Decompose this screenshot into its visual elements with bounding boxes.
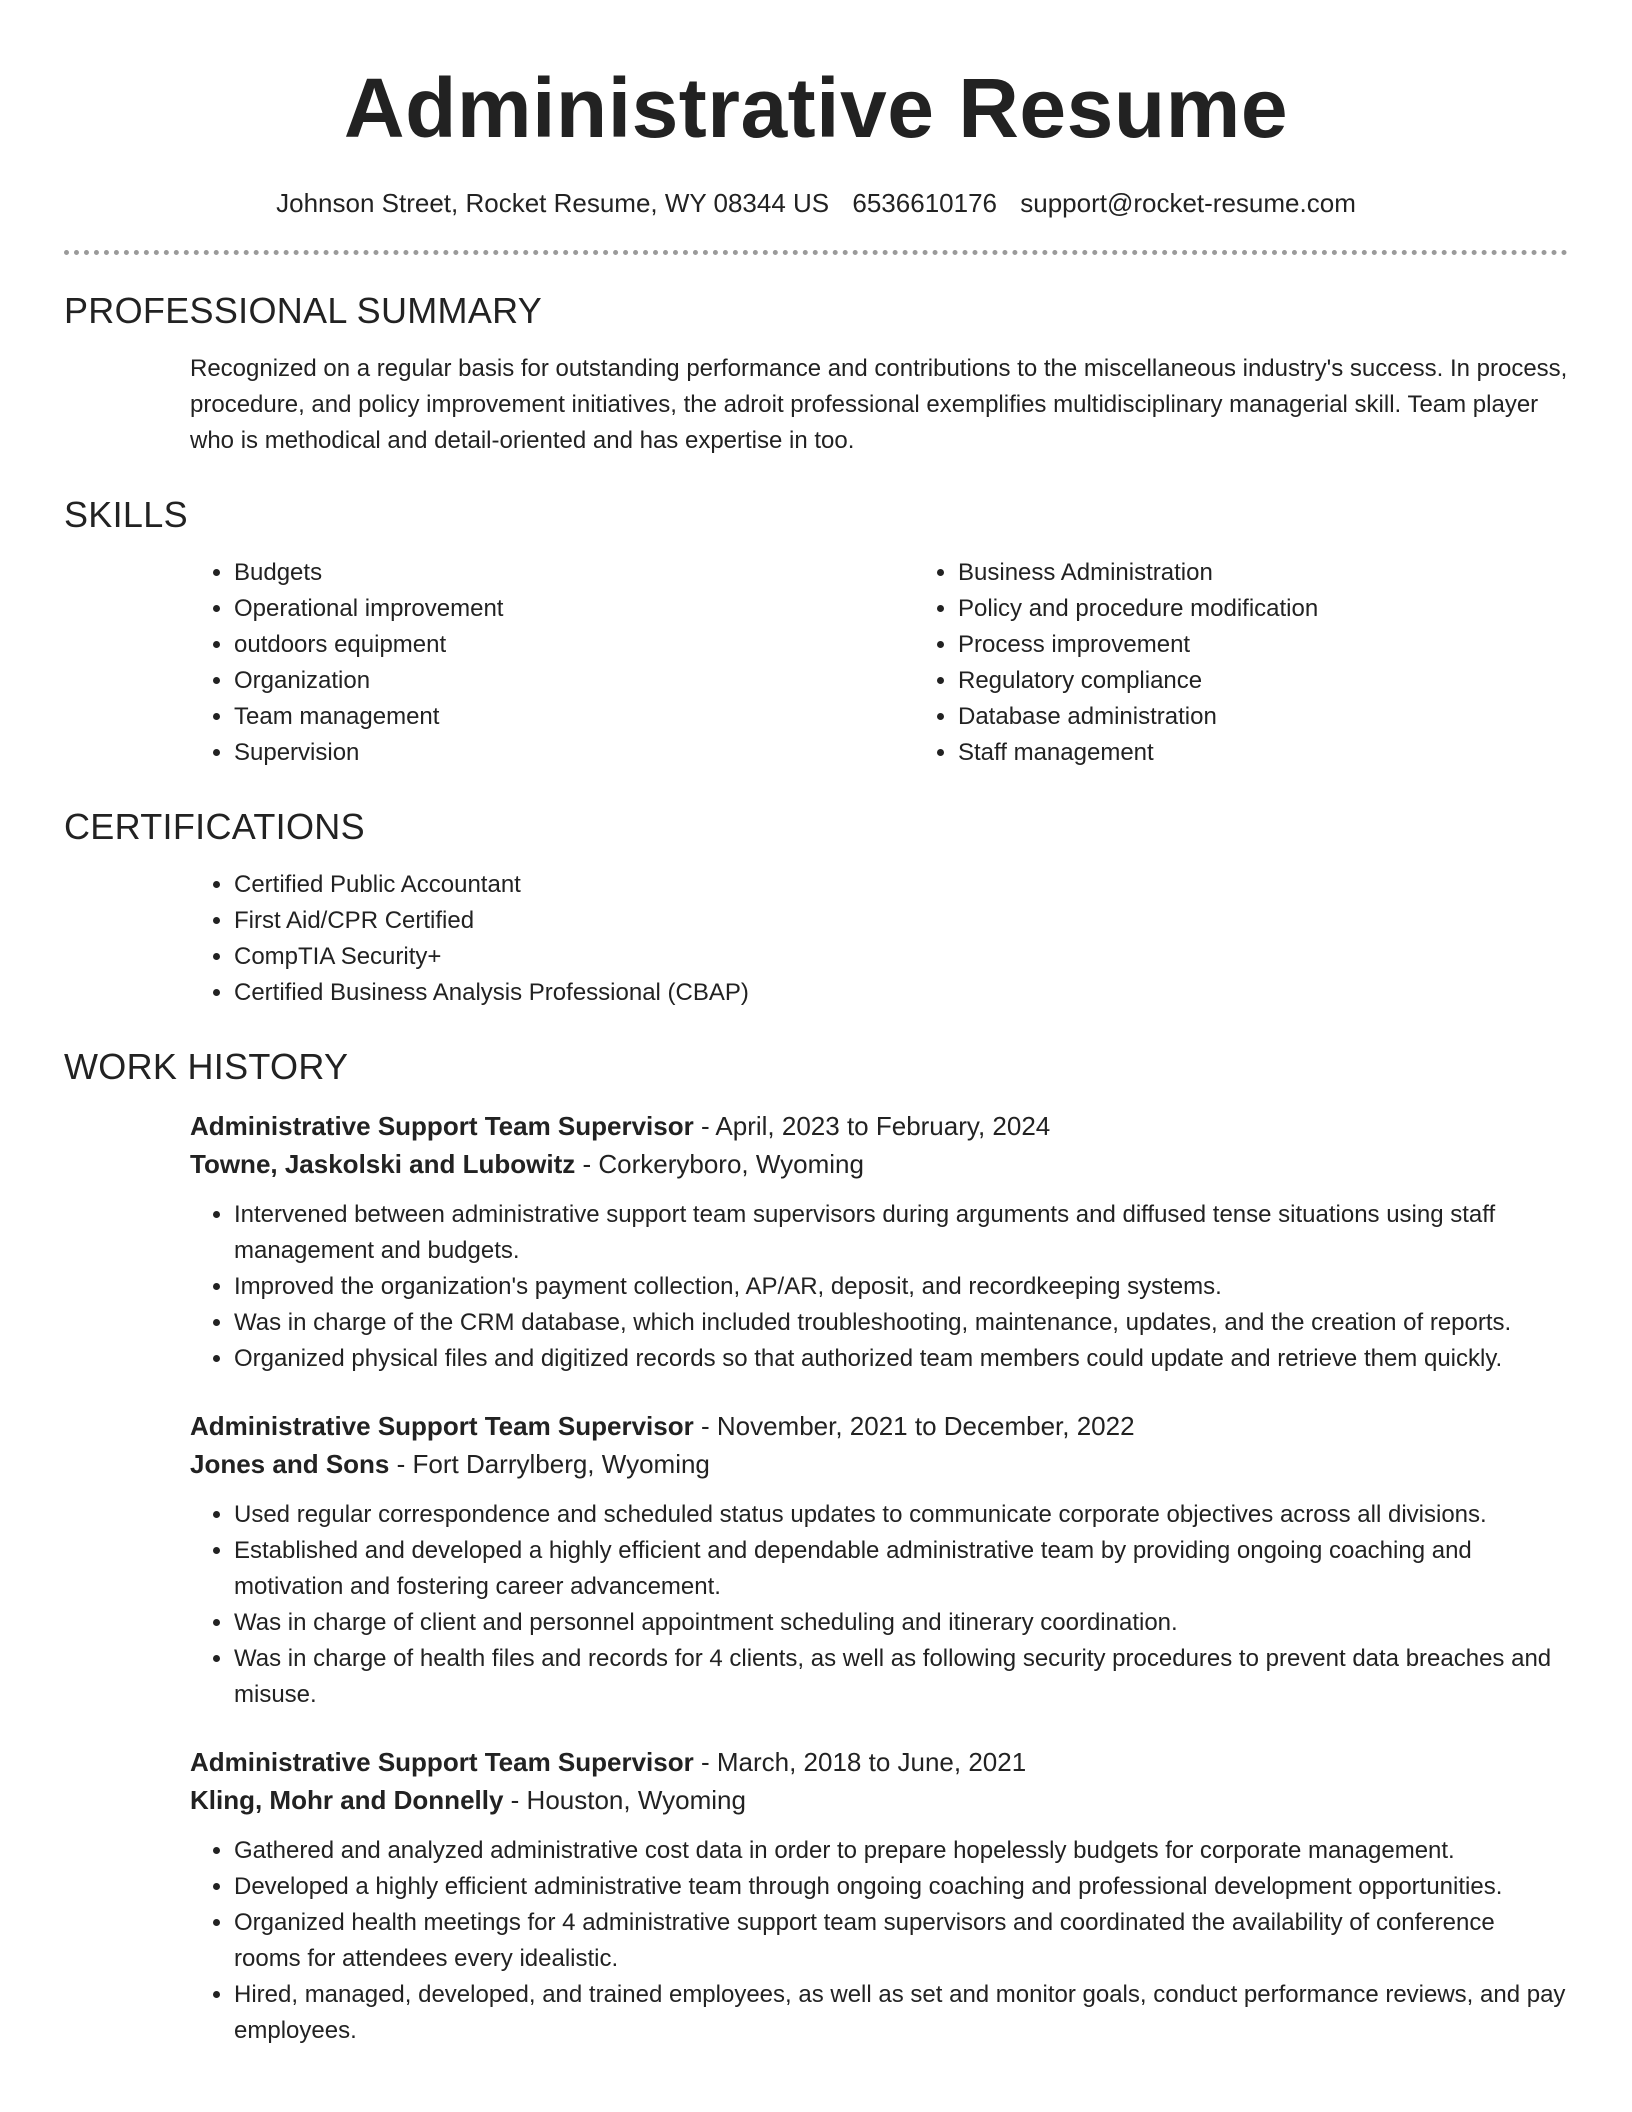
skill-item: • Business Administration [958, 555, 1632, 591]
job-bullets [190, 1197, 1568, 1377]
skills-list-right [914, 555, 1632, 771]
skill-item: • Policy and procedure modification [958, 591, 1632, 627]
job-entry [190, 1743, 1568, 2049]
job-title-line [190, 1107, 1568, 1145]
certification-item: • First Aid/CPR Certified [234, 903, 1568, 939]
skill-item: • Regulatory compliance [958, 663, 1632, 699]
contact-address: Johnson Street, Rocket Resume, WY 08344 US [276, 188, 830, 218]
job-title: Administrative Support Team Supervisor [190, 1747, 694, 1777]
job-location: - Corkeryboro, Wyoming [575, 1149, 864, 1179]
header-divider [64, 250, 1568, 255]
work-history-heading: WORK HISTORY [64, 1046, 349, 1087]
job-entry [190, 1407, 1568, 1713]
job-bullet: • Intervened between administrative support team supervisors during arguments and diffused tense situations using staff management and budgets. [234, 1197, 1568, 1269]
work-history-section [64, 1045, 1568, 2049]
job-company: Kling, Mohr and Donnelly [190, 1785, 504, 1815]
skill-item: • Supervision [234, 735, 914, 771]
certifications-section [64, 805, 1568, 1011]
job-title-line [190, 1407, 1568, 1445]
skill-item: • Database administration [958, 699, 1632, 735]
skill-item: • Staff management [958, 735, 1632, 771]
summary-text: Recognized on a regular basis for outstanding performance and contributions to the miscellaneous industry's success. In process, procedure, and policy improvement initiatives, the adroit professional exemplifies multidisciplinary managerial skill. Team player who is methodical and detail-oriented and has expertise in too. [190, 355, 1568, 454]
job-location: - Fort Darrylberg, Wyoming [389, 1449, 710, 1479]
contact-email: support@rocket-resume.com [1020, 188, 1356, 218]
skill-item: • Operational improvement [234, 591, 914, 627]
job-dates: - April, 2023 to February, 2024 [693, 1111, 1051, 1141]
skill-item: • outdoors equipment [234, 627, 914, 663]
skill-item: • Organization [234, 663, 914, 699]
job-bullet: • Hired, managed, developed, and trained employees, as well as set and monitor goals, conduct performance reviews, and pay employees. [234, 1977, 1568, 2049]
job-company-line [190, 1145, 1568, 1183]
certification-item: • CompTIA Security+ [234, 939, 1568, 975]
job-bullet: • Organized health meetings for 4 administrative support team supervisors and coordinated the availability of conference rooms for attendees every idealistic. [234, 1905, 1568, 1977]
skill-item: • Process improvement [958, 627, 1632, 663]
certification-item: • Certified Business Analysis Professional (CBAP) [234, 975, 1568, 1011]
contact-phone: 6536610176 [852, 188, 997, 218]
job-title-line [190, 1743, 1568, 1781]
certification-item: • Certified Public Accountant [234, 867, 1568, 903]
job-bullet: • Developed a highly efficient administrative team through ongoing coaching and professional development opportunities. [234, 1869, 1568, 1905]
skills-section [64, 493, 1568, 771]
certifications-list [190, 867, 1568, 1011]
job-bullet: • Was in charge of client and personnel appointment scheduling and itinerary coordination. [234, 1605, 1568, 1641]
job-bullets [190, 1833, 1568, 2049]
skill-item: • Budgets [234, 555, 914, 591]
job-bullet: • Was in charge of the CRM database, which included troubleshooting, maintenance, updates, and the creation of reports. [234, 1305, 1568, 1341]
job-company: Towne, Jaskolski and Lubowitz [190, 1149, 576, 1179]
skills-heading: SKILLS [64, 494, 188, 535]
contact-line [64, 186, 1568, 220]
job-title: Administrative Support Team Supervisor [190, 1111, 694, 1141]
summary-heading: PROFESSIONAL SUMMARY [64, 290, 543, 331]
resume-title: Administrative Resume [343, 61, 1289, 155]
job-bullet: • Gathered and analyzed administrative cost data in order to prepare hopelessly budgets for corporate management. [234, 1833, 1568, 1869]
job-title: Administrative Support Team Supervisor [190, 1411, 694, 1441]
job-dates: - March, 2018 to June, 2021 [693, 1747, 1027, 1777]
summary-section [64, 289, 1568, 459]
job-company-line [190, 1781, 1568, 1819]
job-company-line [190, 1445, 1568, 1483]
job-bullet: • Established and developed a highly efficient and dependable administrative team by providing ongoing coaching and motivation and fostering career advancement. [234, 1533, 1568, 1605]
job-bullet: • Improved the organization's payment collection, AP/AR, deposit, and recordkeeping systems. [234, 1269, 1568, 1305]
job-location: - Houston, Wyoming [503, 1785, 746, 1815]
job-bullet: • Organized physical files and digitized records so that authorized team members could update and retrieve them quickly. [234, 1341, 1568, 1377]
job-bullet: • Was in charge of health files and records for 4 clients, as well as following security procedures to prevent data breaches and misuse. [234, 1641, 1568, 1713]
job-entry [190, 1107, 1568, 1377]
job-bullets [190, 1497, 1568, 1713]
job-company: Jones and Sons [190, 1449, 390, 1479]
skills-list-left [190, 555, 914, 771]
job-dates: - November, 2021 to December, 2022 [693, 1411, 1135, 1441]
skill-item: • Team management [234, 699, 914, 735]
job-bullet: • Used regular correspondence and scheduled status updates to communicate corporate objectives across all divisions. [234, 1497, 1568, 1533]
certifications-heading: CERTIFICATIONS [64, 806, 365, 847]
